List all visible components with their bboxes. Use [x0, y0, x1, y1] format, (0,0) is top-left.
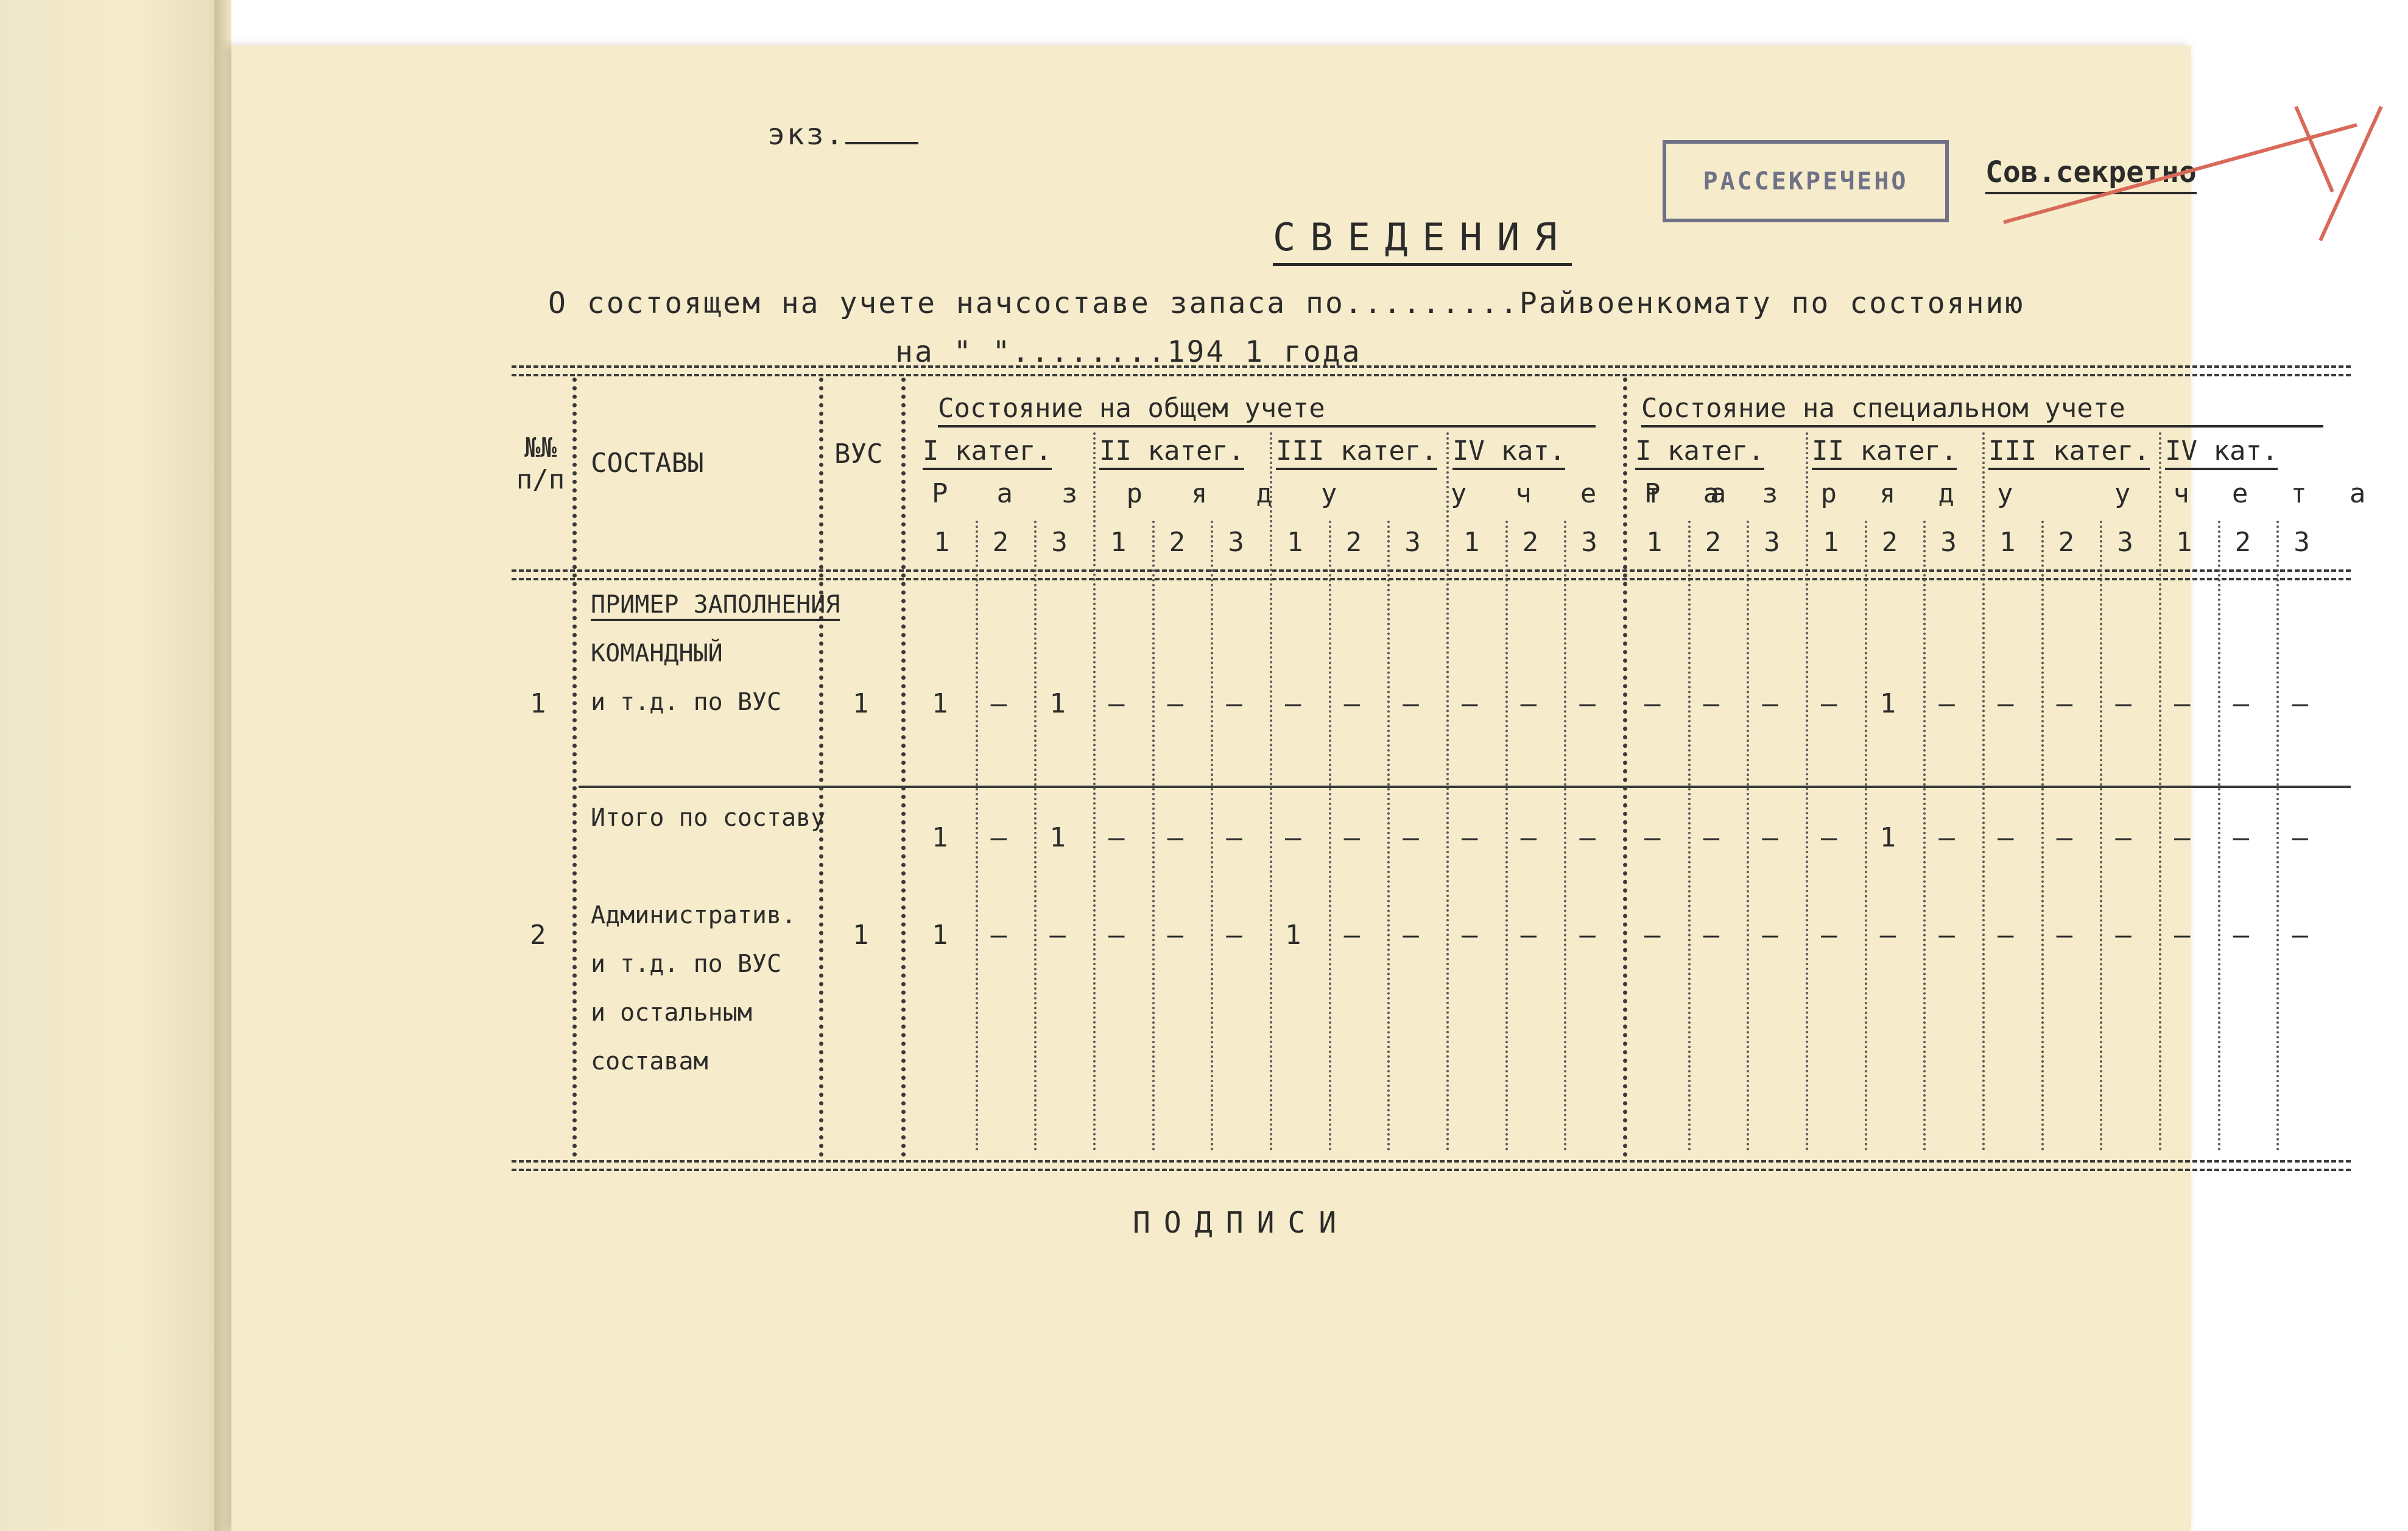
rank-number: 2	[1705, 527, 1722, 558]
row-value: –	[1644, 822, 1661, 853]
row-value: –	[2233, 688, 2250, 719]
reserve-staff-table	[512, 365, 2408, 1181]
row-value: –	[1644, 920, 1661, 951]
row-value: –	[1462, 822, 1478, 853]
row-value: –	[1821, 920, 1837, 951]
rank-number: 1	[1823, 527, 1839, 558]
row-value: –	[1703, 920, 1720, 951]
row-value: 1	[1879, 822, 1896, 853]
rank-number: 1	[934, 527, 950, 558]
rank-divider	[1688, 521, 1691, 1151]
row-value: –	[1579, 920, 1596, 951]
category-divider	[2159, 432, 2161, 1151]
row-value: –	[1049, 920, 1066, 951]
row-value: –	[1226, 688, 1242, 719]
row-staff-label: и т.д. по ВУС	[591, 950, 782, 978]
row-value: –	[1403, 688, 1419, 719]
row-number: 2	[530, 920, 546, 951]
special-category-label: IV кат.	[2165, 435, 2278, 470]
rank-divider	[1505, 521, 1508, 1151]
row-value: –	[1520, 822, 1537, 853]
row-value: –	[1226, 920, 1242, 951]
special-category-label: I катег.	[1635, 435, 1764, 470]
row-value: –	[1108, 920, 1125, 951]
rank-number: 3	[1404, 527, 1421, 558]
rank-divider	[1211, 521, 1213, 1151]
row-value: –	[1285, 822, 1301, 853]
special-category-label: III катег.	[1988, 435, 2150, 470]
secrecy-mark: Сов.секретно	[1985, 155, 2197, 194]
row-value: –	[1938, 822, 1955, 853]
row-value: –	[1285, 688, 1301, 719]
row-value: –	[2115, 920, 2132, 951]
row-value: –	[1226, 822, 1242, 853]
rank-number: 1	[2176, 527, 2192, 558]
rank-number: 1	[1646, 527, 1663, 558]
rank-divider	[2100, 521, 2102, 1151]
rank-number: 1	[1463, 527, 1480, 558]
ranks-label-special: Разряду учета	[1644, 478, 2408, 509]
row-value: –	[1998, 822, 2014, 853]
row-value: –	[1938, 688, 1955, 719]
signatures-label: ПОДПИСИ	[1133, 1206, 1350, 1240]
row-value: –	[2233, 920, 2250, 951]
row-value: –	[1998, 920, 2014, 951]
row-value: 1	[1879, 688, 1896, 719]
row-value: –	[1762, 822, 1778, 853]
binding-spine	[214, 0, 231, 1531]
row-value: –	[2292, 920, 2308, 951]
row-value: –	[2056, 920, 2073, 951]
col-num-header: №№ п/п	[516, 432, 565, 495]
row-value: –	[1703, 822, 1720, 853]
rank-divider	[1564, 521, 1566, 1151]
col-divider	[819, 378, 823, 1157]
row-value: –	[1462, 688, 1478, 719]
row-value: –	[990, 920, 1007, 951]
rank-number: 2	[1881, 527, 1898, 558]
header-bottom-rule	[512, 569, 2351, 580]
row-value: –	[1462, 920, 1478, 951]
row-value: –	[1403, 920, 1419, 951]
row-value: –	[2292, 822, 2308, 853]
row-staff-label: Административ.	[591, 901, 797, 929]
special-record-header: Состояние на специальном учете	[1641, 393, 2323, 428]
row-value: –	[1167, 688, 1184, 719]
row-value: 1	[932, 822, 948, 853]
rank-number: 1	[1999, 527, 2016, 558]
row-value: –	[1998, 688, 2014, 719]
category-divider	[1270, 432, 1272, 1151]
rank-number: 1	[1110, 527, 1127, 558]
row-value: –	[1108, 822, 1125, 853]
rank-divider	[2218, 521, 2220, 1151]
rank-number: 3	[1581, 527, 1597, 558]
rank-divider	[1387, 521, 1390, 1151]
rank-number: 2	[1169, 527, 1186, 558]
row-vus: 1	[853, 688, 869, 719]
rank-number: 2	[2058, 527, 2075, 558]
row-value: 1	[1049, 688, 1066, 719]
row-value: 1	[932, 688, 948, 719]
previous-page	[0, 0, 231, 1531]
subtitle-line-1: О состоящем на учете начсоставе запаса по.........Райвоенкомату по состоянию	[548, 286, 2025, 320]
row-number: 1	[530, 688, 546, 719]
row-value: –	[2174, 688, 2191, 719]
row-value: –	[2174, 822, 2191, 853]
row-value: –	[2174, 920, 2191, 951]
subtotal-rule	[579, 786, 2351, 788]
col-staff-header: СОСТАВЫ	[591, 448, 704, 479]
row-value: –	[2115, 822, 2132, 853]
rank-number: 2	[992, 527, 1009, 558]
row-value: –	[1821, 688, 1837, 719]
row-value: 1	[1049, 822, 1066, 853]
rank-divider	[1329, 521, 1331, 1151]
row-value: –	[1403, 822, 1419, 853]
row-value: –	[2115, 688, 2132, 719]
row-staff-label: и т.д. по ВУС	[591, 688, 782, 716]
rank-number: 3	[1940, 527, 1957, 558]
row-value: 1	[1285, 920, 1301, 951]
row-value: –	[1879, 920, 1896, 951]
red-pencil-mark	[1979, 100, 2406, 253]
rank-divider	[976, 521, 978, 1151]
row-value: –	[2233, 822, 2250, 853]
rank-divider	[1747, 521, 1749, 1151]
rank-divider	[2041, 521, 2044, 1151]
row-value: –	[1762, 688, 1778, 719]
rank-number: 3	[2117, 527, 2133, 558]
document-title: СВЕДЕНИЯ	[1273, 215, 1572, 266]
row-staff-label: составам	[591, 1047, 708, 1075]
rank-divider	[1152, 521, 1155, 1151]
row-value: –	[990, 822, 1007, 853]
rank-number: 3	[1764, 527, 1780, 558]
row-value: –	[1703, 688, 1720, 719]
table-top-rule	[512, 365, 2351, 376]
rank-divider	[1865, 521, 1867, 1151]
row-value: –	[1644, 688, 1661, 719]
rank-number: 2	[1522, 527, 1539, 558]
rank-number: 2	[1345, 527, 1362, 558]
row-value: 1	[932, 920, 948, 951]
row-value: –	[1821, 822, 1837, 853]
row-staff-label: и остальным	[591, 999, 752, 1027]
general-category-label: III катег.	[1276, 435, 1437, 470]
ranks-label-general: Разряду учета	[932, 478, 1775, 509]
row-vus: 1	[853, 920, 869, 951]
col-vus-header: ВУС	[834, 438, 883, 470]
rank-number: 2	[2234, 527, 2251, 558]
rank-number: 1	[1287, 527, 1303, 558]
declassified-stamp: РАССЕКРЕЧЕНО	[1663, 140, 1949, 222]
row-value: –	[1938, 920, 1955, 951]
rank-divider	[2276, 521, 2279, 1151]
row-value: –	[2056, 822, 2073, 853]
general-record-header: Состояние на общем учете	[938, 393, 1596, 428]
rank-number: 3	[2294, 527, 2310, 558]
row-staff-label: Итого по составу	[591, 804, 826, 832]
row-value: –	[1343, 688, 1361, 719]
general-category-label: II катег.	[1099, 435, 1244, 470]
general-category-label: IV кат.	[1452, 435, 1565, 470]
rank-number: 3	[1051, 527, 1068, 558]
row-staff-label: КОМАНДНЫЙ	[591, 639, 723, 667]
category-divider	[1093, 432, 1096, 1151]
row-value: –	[1762, 920, 1778, 951]
col-divider	[572, 378, 577, 1157]
col-divider	[901, 378, 906, 1157]
table-bottom-rule	[512, 1160, 2351, 1171]
row-value: –	[1167, 822, 1184, 853]
row-value: –	[1108, 688, 1125, 719]
row-value: –	[1520, 920, 1537, 951]
category-divider	[1446, 432, 1449, 1151]
copy-number-label: экз.	[767, 118, 918, 152]
rank-divider	[1923, 521, 1926, 1151]
general-category-label: I катег.	[923, 435, 1052, 470]
row-value: –	[990, 688, 1007, 719]
row-staff-label: ПРИМЕР ЗАПОЛНЕНИЯ	[591, 591, 840, 621]
row-value: –	[1343, 920, 1361, 951]
category-divider	[1982, 432, 1985, 1151]
row-value: –	[1167, 920, 1184, 951]
row-value: –	[1579, 822, 1596, 853]
category-divider	[1806, 432, 1808, 1151]
rank-divider	[1034, 521, 1037, 1151]
row-value: –	[1343, 822, 1361, 853]
row-value: –	[1520, 688, 1537, 719]
row-value: –	[1579, 688, 1596, 719]
subtitle-line-2: на " "........194 1 года	[895, 335, 1362, 369]
special-category-label: II катег.	[1812, 435, 1957, 470]
document-page	[231, 46, 2408, 1531]
rank-number: 3	[1228, 527, 1244, 558]
row-value: –	[2292, 688, 2308, 719]
row-value: –	[2056, 688, 2073, 719]
